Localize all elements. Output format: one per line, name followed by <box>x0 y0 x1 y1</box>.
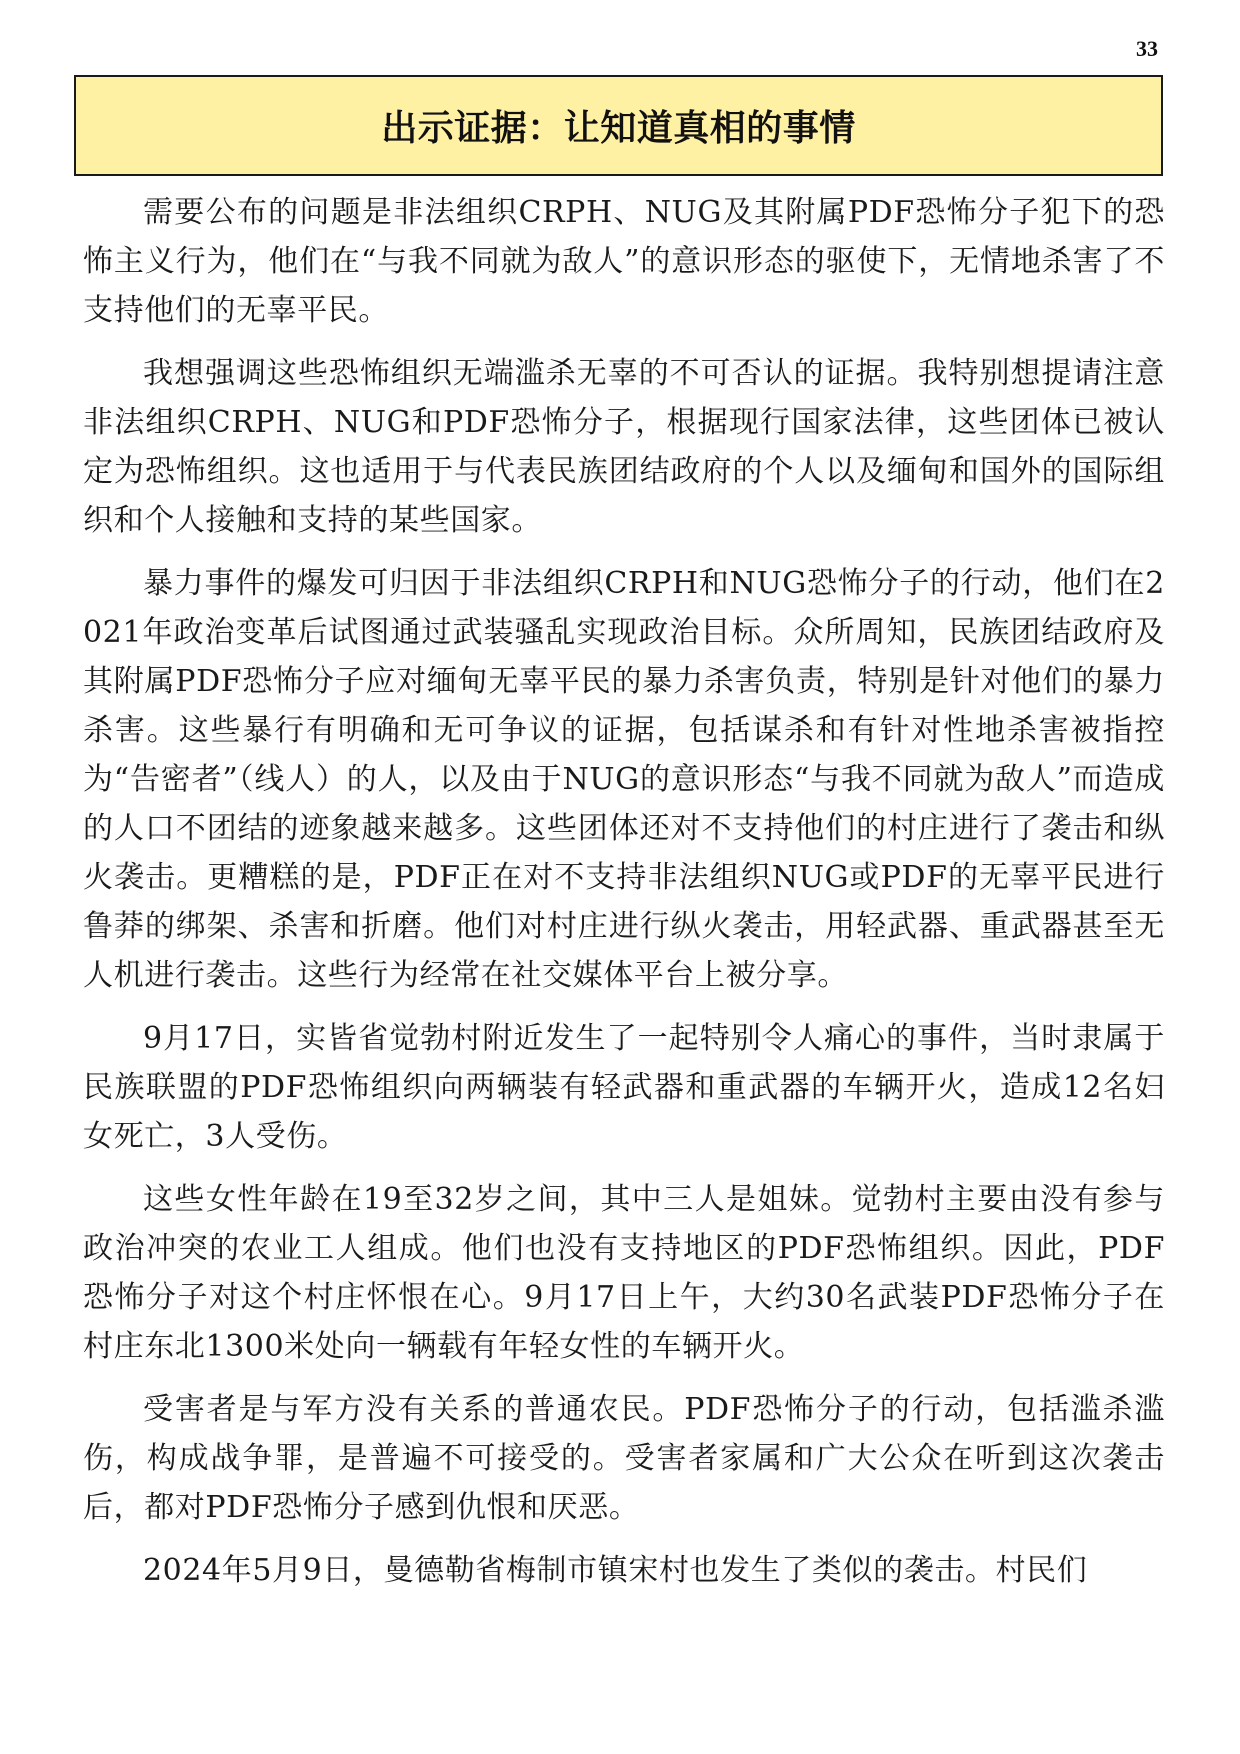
paragraph: 9月17日，实皆省觉勃村附近发生了一起特别令人痛心的事件，当时隶属于民族联盟的PDF恐怖组织向两辆装有轻武器和重武器的车辆开火，造成12名妇女死亡，3人受伤。 <box>83 1021 1165 1154</box>
paragraph: 这些女性年龄在19至32岁之间，其中三人是姐妹。觉勃村主要由没有参与政治冲突的农业工人组成。他们也没有支持地区的PDF恐怖组织。因此，PDF恐怖分子对这个村庄怀恨在心。9月17日上午，大约30名武装PDF恐怖分子在村庄东北1300米处向一辆载有年轻女性的车辆开火。 <box>83 1182 1165 1364</box>
body-text <box>83 188 1165 1728</box>
page-number: 33 <box>1136 36 1158 61</box>
paragraph: 2024年5月9日，曼德勒省梅制市镇宋村也发生了类似的袭击。村民们 <box>143 1553 1088 1588</box>
page-title: 出示证据：让知道真相的事情 <box>381 108 856 149</box>
paragraph: 我想强调这些恐怖组织无端滥杀无辜的不可否认的证据。我特别想提请注意非法组织CRPH、NUG和PDF恐怖分子，根据现行国家法律，这些团体已被认定为恐怖组织。这也适用于与代表民族团结政府的个人以及缅甸和国外的国际组织和个人接触和支持的某些国家。 <box>83 356 1165 538</box>
paragraph: 需要公布的问题是非法组织CRPH、NUG及其附属PDF恐怖分子犯下的恐怖主义行为，他们在“与我不同就为敌人”的意识形态的驱使下，无情地杀害了不支持他们的无辜平民。 <box>83 195 1165 328</box>
paragraph: 受害者是与军方没有关系的普通农民。PDF恐怖分子的行动，包括滥杀滥伤，构成战争罪，是普遍不可接受的。受害者家属和广大公众在听到这次袭击后，都对PDF恐怖分子感到仇恨和厌恶。 <box>83 1392 1165 1525</box>
title-banner <box>74 75 1163 176</box>
paragraph: 暴力事件的爆发可归因于非法组织CRPH和NUG恐怖分子的行动，他们在2021年政治变革后试图通过武装骚乱实现政治目标。众所周知，民族团结政府及其附属PDF恐怖分子应对缅甸无辜平民的暴力杀害负责，特别是针对他们的暴力杀害。这些暴行有明确和无可争议的证据，包括谋杀和有针对性地杀害被指控为“告密者”（线人）的人，以及由于NUG的意识形态“与我不同就为敌人”而造成的人口不团结的迹象越来越多。这些团体还对不支持他们的村庄进行了袭击和纵火袭击。更糟糕的是，PDF正在对不支持非法组织NUG或PDF的无辜平民进行鲁莽的绑架、杀害和折磨。他们对村庄进行纵火袭击，用轻武器、重武器甚至无人机进行袭击。这些行为经常在社交媒体平台上被分享。 <box>83 566 1165 993</box>
